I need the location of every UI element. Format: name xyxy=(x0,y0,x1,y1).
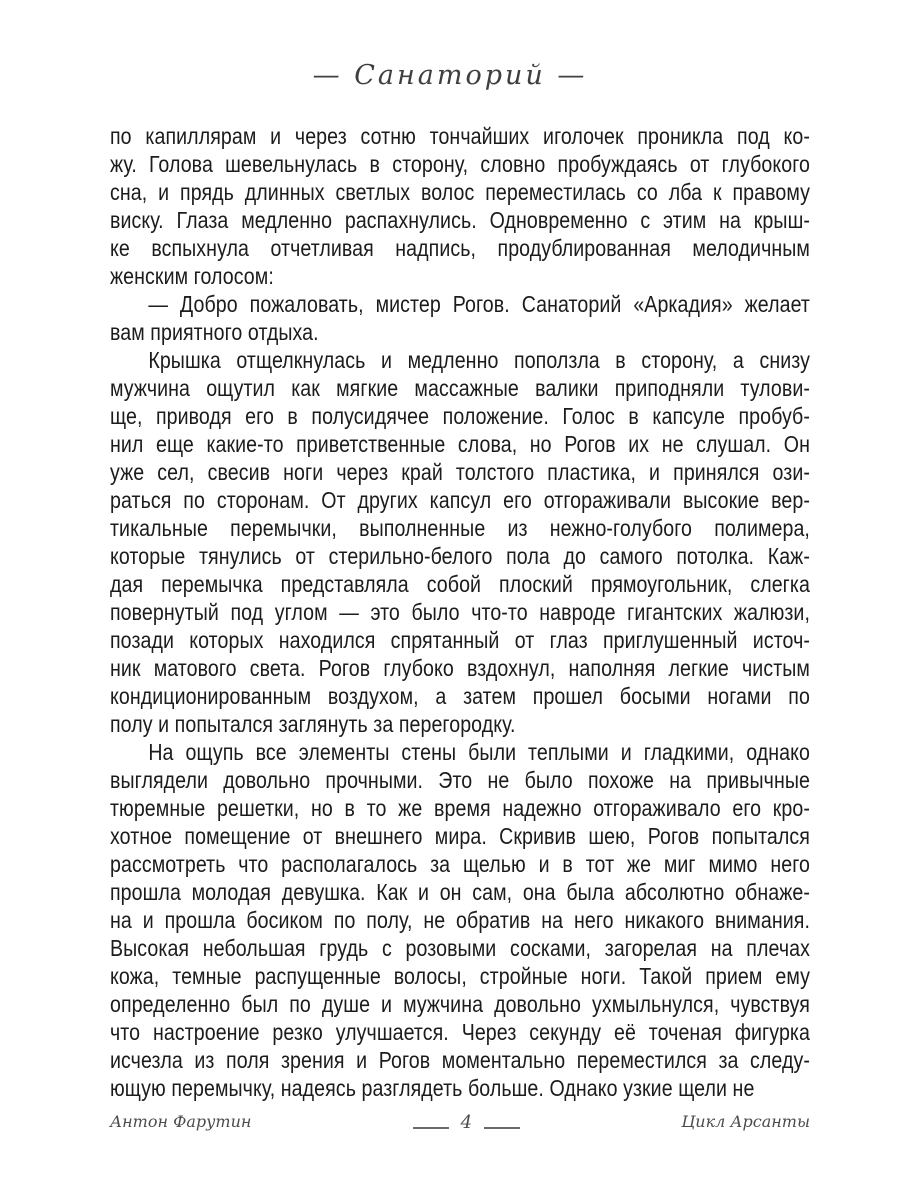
text-line: виску. Глаза медленно распахнулись. Одновременно с этим на крыш- xyxy=(110,207,810,233)
text-line: сна, и прядь длинных светлых волос переместилась со лба к правому xyxy=(110,179,810,205)
footer-series: Цикл Арсанты xyxy=(681,1112,810,1131)
page-footer xyxy=(110,1112,810,1131)
text-line: ник матового света. Рогов глубоко вздохнул, наполняя легкие чистым xyxy=(110,655,810,681)
footer-author: Антон Фарутин xyxy=(110,1112,252,1131)
page-text-block xyxy=(110,122,810,1102)
text-line: женским голосом: xyxy=(110,263,274,289)
text-line: мужчина ощутил как мягкие массажные валики приподняли тулови- xyxy=(110,375,810,401)
text-line: тикальные перемычки, выполненные из нежно-голубого полимера, xyxy=(110,515,810,541)
text-line: ющую перемычку, надеясь разглядеть больше. Однако узкие щели не xyxy=(110,1075,755,1101)
text-line: Крышка отщелкнулась и медленно поползла в сторону, а снизу xyxy=(148,347,810,373)
text-line: по капиллярам и через сотню тончайших иголочек проникла под ко- xyxy=(110,123,810,149)
paragraphs-container xyxy=(110,122,810,1102)
text-line: На ощупь все элементы стены были теплыми и гладкими, однако xyxy=(148,739,810,765)
text-line: — Добро пожаловать, мистер Рогов. Санаторий «Аркадия» желает xyxy=(148,291,810,317)
paragraph xyxy=(110,346,810,738)
text-line: Высокая небольшая грудь с розовыми сосками, загорелая на плечах xyxy=(110,935,810,961)
text-line: на и прошла босиком по полу, не обратив на него никакого внимания. xyxy=(110,907,810,933)
text-line: прошла молодая девушка. Как и он сам, она была абсолютно обнаже- xyxy=(110,879,810,905)
text-line: ке вспыхнула отчетливая надпись, продублированная мелодичным xyxy=(110,235,810,261)
paragraph xyxy=(110,122,810,290)
text-line: ще, приводя его в полусидячее положение. Голос в капсуле пробуб- xyxy=(110,403,810,429)
text-line: которые тянулись от стерильно-белого пола до самого потолка. Каж- xyxy=(110,543,810,569)
text-line: полу и попытался заглянуть за перегородку. xyxy=(110,711,516,737)
text-line: нил еще какие-то приветственные слова, но Рогов их не слушал. Он xyxy=(110,431,810,457)
page-number-dash-right-icon xyxy=(484,1127,520,1129)
page-number-dash-left-icon xyxy=(413,1127,449,1129)
chapter-header xyxy=(0,60,900,91)
text-line: раться по сторонам. От других капсул его отгораживали высокие вер- xyxy=(110,487,810,513)
text-line: позади которых находился спрятанный от глаз приглушенный источ- xyxy=(110,627,810,653)
paragraph xyxy=(110,290,810,346)
page-number-block xyxy=(413,1112,520,1133)
text-line: выглядели довольно прочными. Это не было похоже на привычные xyxy=(110,767,810,793)
paragraph xyxy=(110,738,810,1102)
text-line: повернутый под углом — это было что-то навроде гигантских жалюзи, xyxy=(110,599,810,625)
text-line: кожа, темные распущенные волосы, стройные ноги. Такой прием ему xyxy=(110,963,810,989)
chapter-title: — Санаторий — xyxy=(312,60,588,91)
text-line: определенно был по душе и мужчина довольно ухмыльнулся, чувствуя xyxy=(110,991,810,1017)
text-line: кондиционированным воздухом, а затем прошел босыми ногами по xyxy=(110,683,810,709)
text-line: исчезла из поля зрения и Рогов моментально переместился за следу- xyxy=(110,1047,810,1073)
page-number: 4 xyxy=(460,1112,473,1133)
text-line: что настроение резко улучшается. Через секунду её точеная фигурка xyxy=(110,1019,810,1045)
text-line: вам приятного отдыха. xyxy=(110,319,319,345)
text-line: уже сел, свесив ноги через край толстого пластика, и принялся ози- xyxy=(110,459,810,485)
text-line: тюремные решетки, но в то же время надежно отгораживало его кро- xyxy=(110,795,810,821)
text-line: жу. Голова шевельнулась в сторону, словно пробуждаясь от глубокого xyxy=(110,151,810,177)
text-line: хотное помещение от внешнего мира. Скривив шею, Рогов попытался xyxy=(110,823,810,849)
text-line: дая перемычка представляла собой плоский прямоугольник, слегка xyxy=(110,571,810,597)
text-line: рассмотреть что располагалось за щелью и в тот же миг мимо него xyxy=(110,851,810,877)
